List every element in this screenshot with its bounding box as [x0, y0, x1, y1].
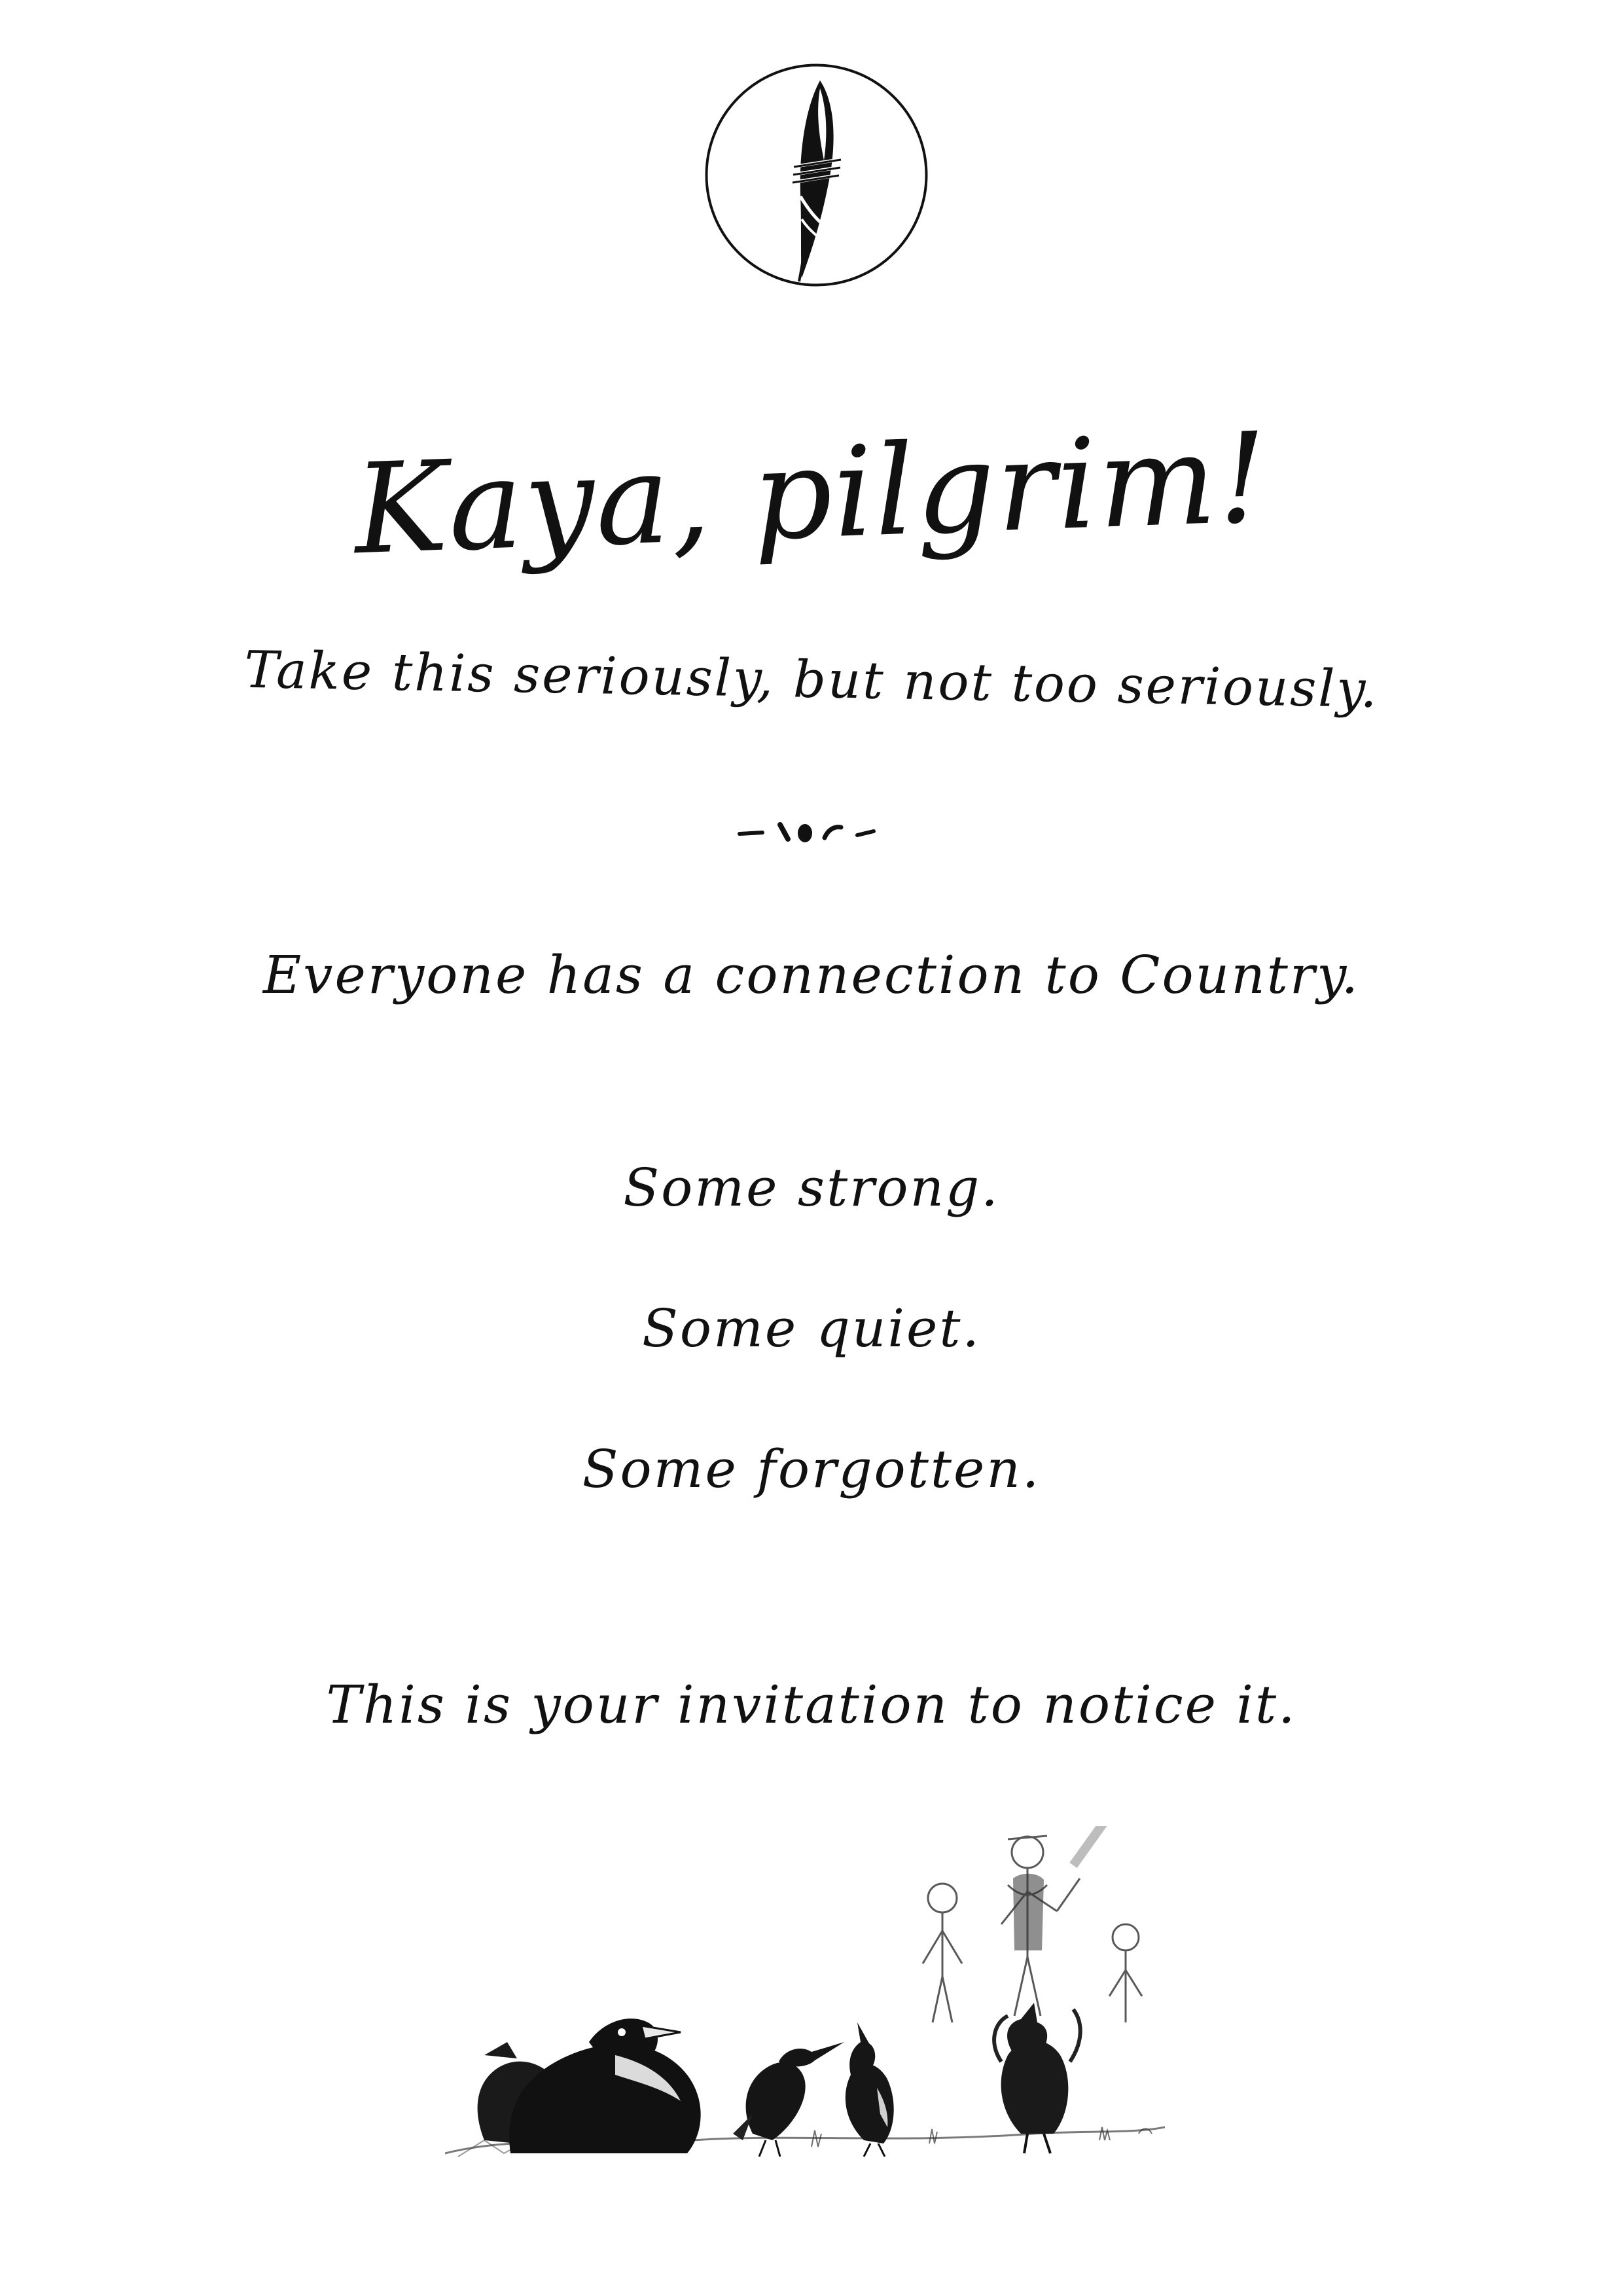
body-line-invitation: This is your invitation to notice it.	[326, 1674, 1297, 1735]
body-line-strong: Some strong.	[623, 1157, 1000, 1218]
feather-logo-icon	[704, 62, 929, 288]
body-line-quiet: Some quiet.	[642, 1298, 981, 1359]
magpies-and-figures-illustration	[445, 1826, 1171, 2166]
page-title: Kaya, pilgrim!	[351, 405, 1272, 583]
body-line-forgotten: Some forgotten.	[582, 1439, 1041, 1499]
ornamental-divider-icon	[733, 812, 897, 851]
subtitle: Take this seriously, but not too seriously.	[243, 640, 1380, 720]
body-line-country: Everyone has a connection to Country.	[262, 944, 1361, 1005]
